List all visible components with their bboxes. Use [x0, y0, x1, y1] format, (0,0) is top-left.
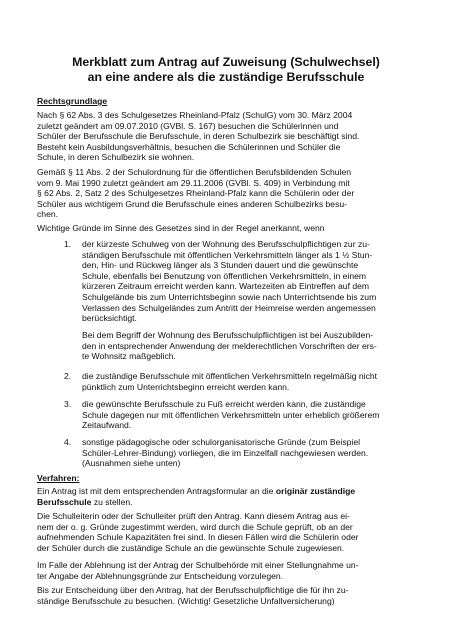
- text-line: Schule dagegen nur mit öffentlichen Verkehrsmitteln unter erheblich größerem: [82, 409, 380, 420]
- text-line: sonstige pädagogische oder schulorganisatorische Gründe (zum Beispiel: [82, 437, 361, 447]
- text-line: Verlassen des Schulgeländes zum Antritt der Heimreise werden angemessen: [82, 302, 376, 313]
- text-line: chen.: [37, 209, 59, 220]
- text-line: Schüler aus wichtigem Grund die Berufsschule eines anderen Schulbezirks besu-: [37, 198, 348, 209]
- text-line: Nach § 62 Abs. 3 des Schulgesetzes Rheinland-Pfalz (SchulG) vom 30. März 2004: [37, 110, 353, 120]
- paragraph-pruefung: [37, 511, 359, 553]
- text-line: Bis zur Entscheidung über den Antrag, hat der Berufsschulpflichtige die für ihn zu-: [37, 585, 349, 595]
- list-item-text: [82, 399, 379, 431]
- emphasis-text: originär zuständige: [275, 486, 356, 496]
- list-item-number: 3.: [64, 399, 72, 409]
- text-line: nem der o. g. Gründe zugestimmt werden, wird durch die Schule geprüft, ob an der: [37, 521, 353, 532]
- text-line: den in entsprechender Anwendung der melderechtlichen Vorschriften der ers-: [82, 340, 377, 351]
- text-line: te Wohnsitz maßgeblich.: [82, 351, 176, 362]
- text-line: zuletzt geändert am 09.07.2010 (GVBl. S. 167) besuchen die Schülerinnen und: [37, 120, 339, 131]
- paragraph-wichtige-gruende: [37, 223, 325, 234]
- text-line: § 62 Abs. 2, Satz 2 des Schulgesetzes Rheinland-Pfalz kann die Schülerin oder der: [37, 188, 355, 199]
- list-item-note: [82, 330, 377, 362]
- text-run: Ein Antrag ist mit dem entsprechenden Antragsformular an die: [37, 486, 276, 496]
- text-line: die zuständige Berufsschule mit öffentlichen Verkehrsmitteln regelmäßig nicht: [82, 371, 378, 381]
- text-line: Schüler der Berufsschule die Berufsschule, in deren Schulbezirk sie beschäftigt sind.: [37, 131, 360, 142]
- paragraph-schulordnung: [37, 167, 354, 220]
- list-item-text: [82, 239, 376, 324]
- text-line: ständigen Berufsschule mit öffentlichen Verkehrsmitteln länger als 1 ½ Stun-: [82, 249, 373, 260]
- paragraph-entscheidung: [37, 585, 348, 606]
- text-line: Schule, in deren Schulbezirk sie wohnen.: [37, 152, 195, 163]
- text-run: zu stellen.: [91, 496, 133, 507]
- text-line: den, Hin- und Rückweg länger als 3 Stunden dauert und die gewünschte: [82, 260, 359, 271]
- paragraph-schulgesetz: [37, 110, 359, 163]
- text-line: Wichtige Gründe im Sinne des Gesetzes sind in der Regel anerkannt, wenn: [37, 223, 325, 233]
- text-line: Schulgelände bis zum Unterrichtsbeginn sowie nach Unterrichtsende bis zum: [82, 291, 377, 302]
- document-title: [0, 55, 452, 85]
- text-line: (Ausnahmen siehe unten): [82, 458, 181, 469]
- list-item-text: [82, 437, 368, 469]
- heading-rechtsgrundlage: Rechtsgrundlage: [37, 96, 108, 106]
- paragraph-antrag: [37, 486, 355, 507]
- text-line: Bei dem Begriff der Wohnung des Berufsschulpflichtigen ist bei Auszubilden-: [82, 330, 374, 340]
- text-line: berücksichtigt.: [82, 313, 137, 324]
- emphasis-text: Berufsschule: [37, 496, 92, 507]
- title-line-2: an eine andere als die zuständige Berufsschule: [87, 70, 365, 84]
- text-line: Die Schulleiterin oder der Schulleiter prüft den Antrag. Kann diesem Antrag aus ei-: [37, 511, 350, 521]
- text-line: Schule, ebenfalls bei Benutzung von öffentlichen Verkehrsmitteln, in einem: [82, 270, 367, 281]
- text-line: ständige Berufsschule zu besuchen. (Wichtig! Gesetzliche Unfallversicherung): [37, 595, 335, 606]
- text-line: die gewünschte Berufsschule zu Fuß erreicht werden kann, die zuständige: [82, 399, 366, 409]
- text-line: Zeitaufwand.: [82, 420, 132, 431]
- list-item-text: [82, 371, 377, 392]
- text-line: der kürzeste Schulweg von der Wohnung des Berufsschulpflichtigen zur zu-: [82, 239, 370, 249]
- list-item-number: 1.: [64, 239, 72, 249]
- text-line: ter Angabe der Ablehnungsgründe zur Entscheidung vorzulegen.: [37, 570, 284, 581]
- title-line-1: Merkblatt zum Antrag auf Zuweisung (Schulwechsel): [72, 55, 380, 69]
- paragraph-ablehnung: [37, 560, 359, 581]
- heading-verfahren: Verfahren:: [37, 473, 80, 483]
- list-item-number: 4.: [64, 437, 72, 447]
- text-line: [37, 486, 355, 497]
- text-line: Schüler-Lehrer-Bindung) vorliegen, die im Einzelfall nachgewiesen werden.: [82, 447, 369, 458]
- text-line: der Schüler durch die zuständige Schule an die gewünschte Schule zugewiesen.: [37, 542, 345, 553]
- text-line: Im Falle der Ablehnung ist der Antrag der Schulbehörde mit einer Stellungnahme un-: [37, 560, 359, 570]
- text-line: vom 9. Mai 1990 zuletzt geändert am 29.11.2006 (GVBl. S. 409) in Verbindung mit: [37, 177, 350, 188]
- text-line: Besteht kein Ausbildungsverhältnis, besuchen die Schülerinnen und Schüler die: [37, 141, 341, 152]
- text-line: aufnehmenden Schule Kapazitäten frei sind. In diesen Fällen wird die Schülerin oder: [37, 532, 359, 543]
- list-item-number: 2.: [64, 371, 72, 381]
- text-line: Gemäß § 11 Abs. 2 der Schulordnung für die öffentlichen Berufsbildenden Schulen: [37, 167, 352, 177]
- text-line: [37, 497, 355, 508]
- text-line: kürzeren Zeitraum erreicht werden kann. Wartezeiten ab Eintreffen auf dem: [82, 281, 370, 292]
- text-line: pünktlich zum Unterrichtsbeginn erreicht werden kann.: [82, 381, 290, 392]
